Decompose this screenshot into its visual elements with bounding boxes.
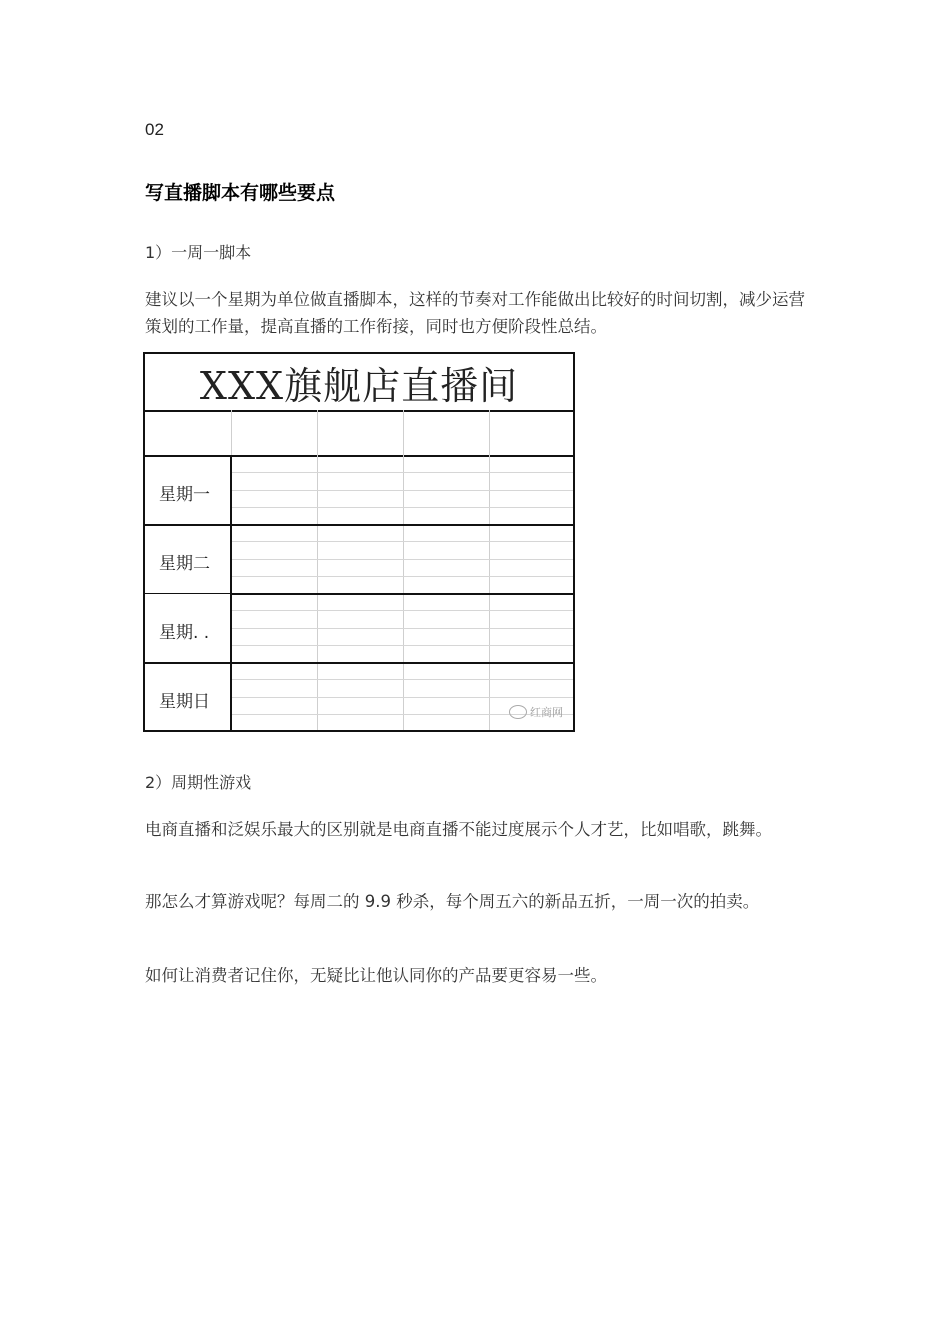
divider [232, 507, 573, 508]
divider [489, 410, 490, 730]
divider [145, 662, 573, 664]
section-number: 02 [145, 120, 164, 139]
divider [145, 524, 573, 526]
divider [317, 410, 318, 730]
divider [232, 610, 573, 611]
divider [232, 472, 573, 473]
subheading-periodic-games: 2）周期性游戏 [145, 773, 252, 792]
day-label: 星期二 [159, 554, 210, 574]
divider [145, 593, 231, 594]
divider [232, 628, 573, 629]
divider [232, 576, 573, 577]
live-schedule-table [143, 352, 575, 732]
divider [232, 697, 573, 698]
divider [403, 410, 404, 730]
wechat-icon [509, 705, 527, 719]
day-label: 星期一 [159, 485, 210, 505]
divider [232, 490, 573, 491]
day-label: 星期日 [159, 692, 210, 712]
divider [232, 645, 573, 646]
divider [231, 410, 232, 455]
paragraph-weekly-script: 建议以一个星期为单位做直播脚本，这样的节奏对工作能做出比较好的时间切割，减少运营策划的工作量，提高直播的工作衔接，同时也方便阶段性总结。 [145, 290, 805, 336]
divider [232, 541, 573, 542]
divider [145, 455, 573, 457]
schedule-title: XXX旗舰店直播间 [145, 354, 573, 412]
paragraph-memory: 如何让消费者记住你，无疑比让他认同你的产品要更容易一些。 [145, 966, 607, 985]
watermark-text: 红商网 [530, 706, 563, 719]
day-label: 星期. . [159, 623, 210, 643]
watermark [509, 704, 563, 720]
paragraph-games: 那怎么才算游戏呢？每周二的 9.9 秒杀，每个周五六的新品五折，一周一次的拍卖。 [145, 892, 760, 911]
section-title: 写直播脚本有哪些要点 [145, 182, 336, 204]
divider [231, 593, 573, 595]
divider [232, 559, 573, 560]
paragraph-difference: 电商直播和泛娱乐最大的区别就是电商直播不能过度展示个人才艺，比如唱歌，跳舞。 [145, 820, 772, 839]
divider [232, 679, 573, 680]
subheading-weekly-script: 1）一周一脚本 [145, 243, 252, 262]
